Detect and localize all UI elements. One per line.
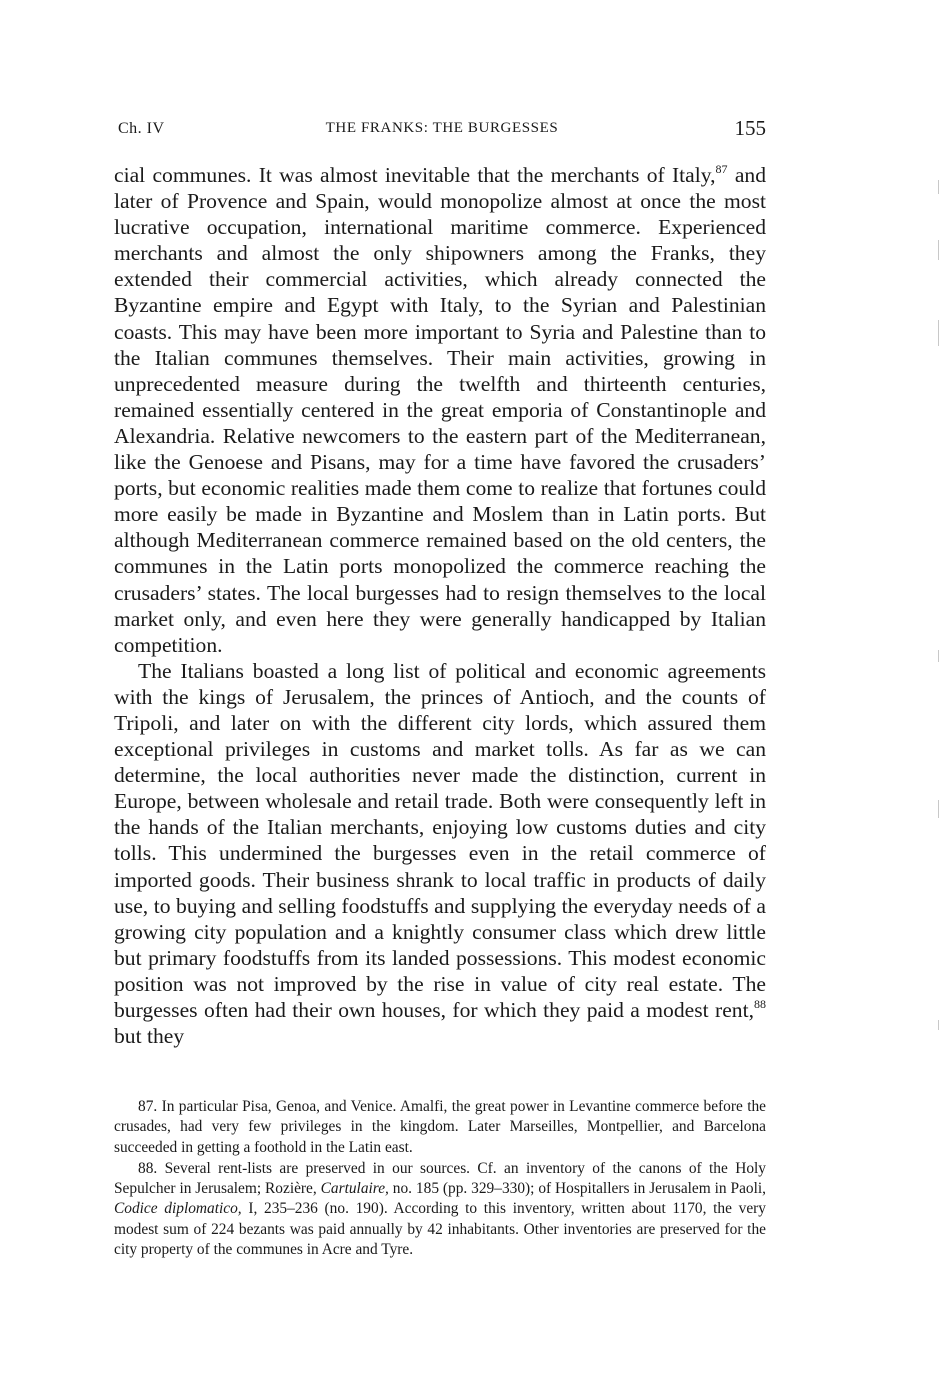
p2-text-a: The Italians boasted a long list of political and economic agreements with the kings of Jerusalem, the princes of Antioch, and the counts of Tripoli, and later on with the different city lords, which assured them exceptional privileges in customs and market tolls. As far as we can determine, the local authorities never made the distinction, current in Europe, between wholesale and retail trade. Both were consequently left in the hands of the Italian merchants, enjoying low customs duties and city tolls. This undermined the burgesses even in the retail commerce of imported goods. Their business shrank to local traffic in products of daily use, to buying and selling foodstuffs and supplying the everyday needs of a growing city population and a knightly consumer class which drew little but primary foodstuffs from its landed possessions. This modest economic position was not improved by the rise in value of city real estate. The burgesses often had their own houses, for which they paid a modest rent, <box>114 658 766 1022</box>
fn88-title-codice: Codice diplomatico, <box>114 1200 242 1218</box>
fn88-title-cartulaire: Cartulaire, <box>320 1180 389 1198</box>
fn88-text-a: 88. Several rent-lists are preserved in our sources. Cf. an inventory of the canons of the Holy Sepulcher in Jerusalem; Rozière, <box>114 1159 766 1198</box>
paragraph-2 <box>114 658 766 1049</box>
scan-mark <box>938 800 939 818</box>
p1-text-b: and later of Provence and Spain, would monopolize almost at once the most lucrative occupation, international maritime commerce. Experienced merchants and almost the only shipowners among the Franks, they extended their commercial activities, which already connected the Byzantine empire and Egypt with Italy, to the Syrian and Palestinian coasts. This may have been more important to Syria and Palestine than to the Italian communes themselves. Their main activities, growing in unprecedented measure during the twelfth and thirteenth centuries, remained essentially centered in the great emporia of Constantinople and Alexandria. Relative newcomers to the eastern part of the Mediterranean, like the Genoese and Pisans, may for a time have favored the crusaders’ ports, but economic realities made them come to realize that fortunes could more easily be made in Byzantine and Moslem than in Latin ports. But although Mediterranean commerce remained based on the old centers, the communes in the Latin ports monopolized the commerce reaching the crusaders’ states. The local burgesses had to resign themselves to the local market only, and even here they were generally handicapped by Italian competition. <box>114 163 766 657</box>
scan-edge-marks <box>938 180 942 1280</box>
fn88-text-b: no. 185 (pp. 329–330); of Hospitallers in Jerusalem in Paoli, <box>388 1180 766 1198</box>
footnote-ref-87[interactable]: 87 <box>715 162 728 176</box>
fn88-text-c: I, 235–236 (no. 190). According to this inventory, written about 1170, the very modest sum of 224 bezants was paid annually by 42 inhabitants. Other inventories are preserved for the city property of the communes in Acre and Tyre. <box>114 1200 766 1259</box>
p2-text-b: but they <box>114 1024 185 1049</box>
scan-mark <box>938 650 939 662</box>
footnotes <box>114 1097 766 1260</box>
paragraph-1 <box>114 162 766 658</box>
footnote-87: 87. In particular Pisa, Genoa, and Venice. Amalfi, the great power in Levantine commerce before the crusades, had very few privileges in the kingdom. Later Marseilles, Montpellier, and Barcelona succeeded in getting a foothold in the Latin east. <box>114 1098 766 1156</box>
scan-mark <box>938 240 939 260</box>
p1-text-a: cial communes. It was almost inevitable that the merchants of Italy, <box>114 163 716 187</box>
scan-mark <box>938 1020 939 1030</box>
page-number: 155 <box>734 116 766 140</box>
running-title: THE FRANKS: THE BURGESSES <box>325 120 559 136</box>
footnote-ref-88[interactable]: 88 <box>754 997 766 1011</box>
running-head <box>118 116 766 146</box>
main-text <box>114 162 766 1049</box>
scan-mark <box>938 180 939 194</box>
footnote-88 <box>114 1159 766 1260</box>
chapter-label: Ch. IV <box>118 120 165 137</box>
scan-mark <box>938 320 939 346</box>
